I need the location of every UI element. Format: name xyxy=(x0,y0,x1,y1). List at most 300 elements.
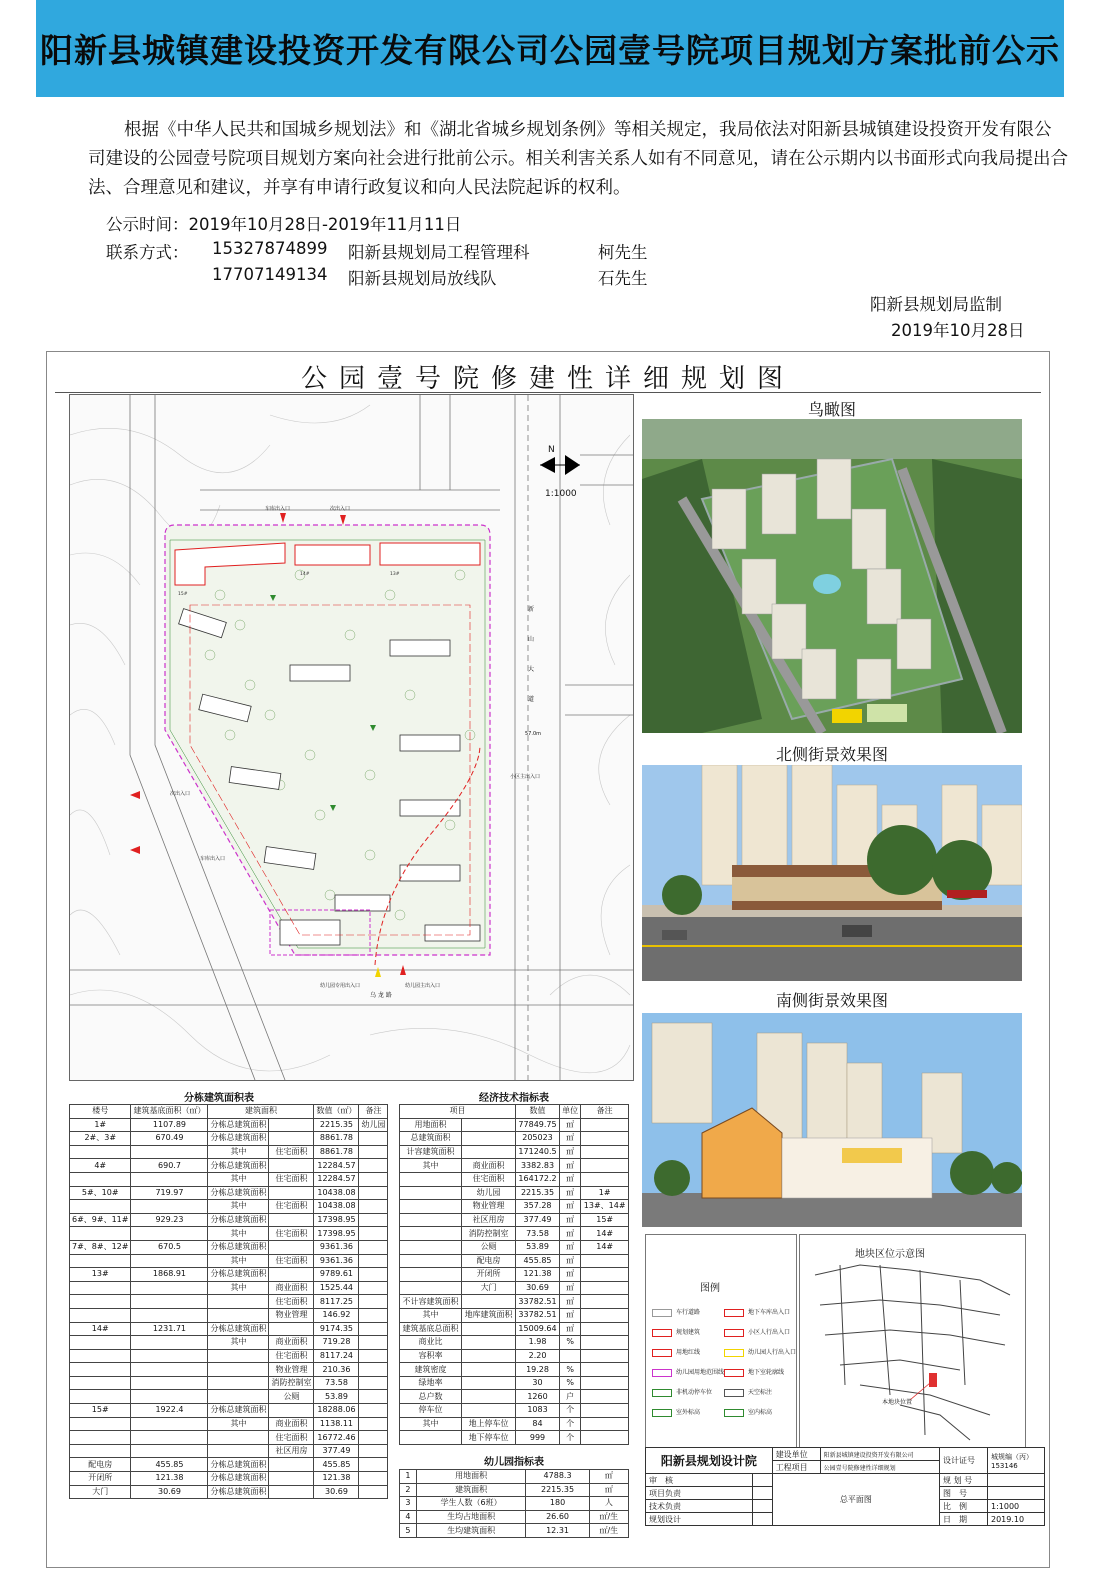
building-row-cell: 商业面积 xyxy=(269,1417,314,1431)
legend-swatch-icon xyxy=(652,1349,672,1357)
legend-swatch-icon xyxy=(652,1329,672,1337)
legend-swatch-icon xyxy=(652,1389,672,1397)
econ-row-cell: 开闭所 xyxy=(462,1268,516,1282)
legend-item xyxy=(652,1407,700,1417)
building-row-cell xyxy=(70,1145,131,1159)
north-street-rendering xyxy=(642,765,1022,981)
north-street-image xyxy=(642,765,1022,981)
econ-row-cell: 公厕 xyxy=(462,1240,516,1254)
econ-row-cell: 3382.83 xyxy=(516,1159,560,1173)
building-row-cell xyxy=(70,1444,131,1458)
label-kindergarten-special: 幼儿园专用出入口 xyxy=(320,983,361,989)
building-row-cell: 1868.91 xyxy=(131,1268,208,1282)
econ-row xyxy=(400,1227,629,1241)
building-row-cell: 其中 xyxy=(208,1336,269,1350)
building-row-cell xyxy=(131,1444,208,1458)
aerial-title: 鸟瞰图 xyxy=(807,400,856,419)
legend-item xyxy=(652,1307,700,1317)
econ-row-cell xyxy=(581,1417,629,1431)
building-row-cell: 1922.4 xyxy=(131,1404,208,1418)
legend-swatch-icon xyxy=(652,1369,672,1377)
econ-row-cell: 地下停车位 xyxy=(462,1431,516,1445)
econ-row xyxy=(400,1322,629,1336)
building-row-cell xyxy=(269,1268,314,1282)
econ-row-cell: ㎡ xyxy=(559,1227,580,1241)
econ-row-cell: ㎡ xyxy=(559,1295,580,1309)
econ-row-cell: 19.28 xyxy=(516,1363,560,1377)
econ-row-cell: ㎡ xyxy=(559,1200,580,1214)
econ-row-cell: 2215.35 xyxy=(516,1186,560,1200)
building-row-cell: 17398.95 xyxy=(314,1213,359,1227)
building-row-cell: 10438.08 xyxy=(314,1200,359,1214)
building-row-cell: 住宅面积 xyxy=(269,1431,314,1445)
building-row-cell xyxy=(70,1281,131,1295)
building-row-cell xyxy=(131,1200,208,1214)
south-street-rendering xyxy=(642,1013,1022,1227)
econ-row-cell: 总户数 xyxy=(400,1390,462,1404)
legend-label: 幼儿园人行出入口 xyxy=(748,1349,797,1356)
econ-row-cell: ㎡ xyxy=(559,1118,580,1132)
building-row-cell xyxy=(269,1159,314,1173)
kg-row-cell: 3 xyxy=(400,1497,417,1511)
label-road-width: 57.0m xyxy=(525,731,542,737)
aerial-image xyxy=(642,419,1022,733)
econ-col-2: 数值 xyxy=(516,1105,560,1119)
building-row-cell: 分栋总建筑面积 xyxy=(208,1404,269,1418)
econ-row xyxy=(400,1240,629,1254)
building-row-cell: 146.92 xyxy=(314,1308,359,1322)
econ-row xyxy=(400,1404,629,1418)
kg-row-cell: 生均占地面积 xyxy=(416,1510,526,1524)
building-row-cell xyxy=(208,1363,269,1377)
legend-swatch-icon xyxy=(724,1409,744,1417)
building-row-cell xyxy=(359,1200,388,1214)
tb-right-value-1 xyxy=(988,1487,1045,1500)
econ-row-cell xyxy=(400,1227,462,1241)
econ-row xyxy=(400,1145,629,1159)
building-row-cell xyxy=(70,1172,131,1186)
kg-row xyxy=(400,1497,629,1511)
econ-row-cell: ㎡ xyxy=(559,1308,580,1322)
building-row-cell: 17398.95 xyxy=(314,1227,359,1241)
building-row xyxy=(70,1417,388,1431)
building-row-cell: 455.85 xyxy=(131,1458,208,1472)
tb-right-label-1: 图 号 xyxy=(939,1487,987,1500)
building-row-cell: 121.38 xyxy=(131,1472,208,1486)
legend-swatch-icon xyxy=(724,1389,744,1397)
legend-label: 用地红线 xyxy=(676,1349,701,1356)
building-row-cell xyxy=(131,1431,208,1445)
building-row-cell xyxy=(359,1472,388,1486)
econ-row-cell: 15009.64 xyxy=(516,1322,560,1336)
econ-row xyxy=(400,1254,629,1268)
kg-row-cell: 26.60 xyxy=(526,1510,589,1524)
building-row-cell xyxy=(359,1227,388,1241)
kg-row xyxy=(400,1483,629,1497)
econ-row-cell: 地库建筑面积 xyxy=(462,1308,516,1322)
kg-row-cell: 4788.3 xyxy=(526,1470,589,1484)
tb-row-label-3: 规划设计 xyxy=(646,1513,753,1526)
econ-row xyxy=(400,1295,629,1309)
building-row xyxy=(70,1404,388,1418)
label-secondary-entry-west: 次出入口 xyxy=(170,791,191,797)
building-row-cell: 377.49 xyxy=(314,1444,359,1458)
building-row-cell xyxy=(70,1227,131,1241)
contact-phone-2: 17707149134 xyxy=(212,265,328,284)
building-row-cell: 8861.78 xyxy=(314,1132,359,1146)
tb-right-label-0: 规 划 号 xyxy=(939,1474,987,1487)
econ-row-cell: 住宅面积 xyxy=(462,1172,516,1186)
building-row-cell xyxy=(131,1172,208,1186)
building-area-table xyxy=(69,1104,388,1499)
building-col-3: 建筑面积 xyxy=(208,1105,314,1119)
building-row-cell xyxy=(359,1254,388,1268)
econ-row-cell: 13#、14# xyxy=(581,1200,629,1214)
building-row-cell: 9361.36 xyxy=(314,1254,359,1268)
econ-col-4: 备注 xyxy=(581,1105,629,1119)
building-row-cell: 其中 xyxy=(208,1200,269,1214)
building-row-cell: 分栋总建筑面积 xyxy=(208,1240,269,1254)
econ-row-cell: 其中 xyxy=(400,1308,462,1322)
legend-item xyxy=(724,1407,772,1417)
tb-construction-label: 建设单位 xyxy=(772,1448,820,1461)
econ-row-cell: 33782.51 xyxy=(516,1308,560,1322)
building-row-cell: 8117.24 xyxy=(314,1349,359,1363)
building-row-cell: 大门 xyxy=(70,1485,131,1499)
legend-label: 规划建筑 xyxy=(676,1329,701,1336)
building-row-cell: 9174.35 xyxy=(314,1322,359,1336)
building-row xyxy=(70,1281,388,1295)
tb-cert-label: 设计证号 xyxy=(939,1448,987,1474)
legend-item xyxy=(652,1387,712,1397)
building-row xyxy=(70,1444,388,1458)
econ-row xyxy=(400,1186,629,1200)
building-row-cell xyxy=(208,1295,269,1309)
building-row-cell: 商业面积 xyxy=(269,1281,314,1295)
building-row-cell: 30.69 xyxy=(314,1485,359,1499)
building-row xyxy=(70,1145,388,1159)
econ-row xyxy=(400,1431,629,1445)
tb-drawing-name: 总平面图 xyxy=(772,1474,939,1526)
building-row-cell: 4# xyxy=(70,1159,131,1173)
econ-row-cell xyxy=(581,1363,629,1377)
econ-row-cell xyxy=(462,1336,516,1350)
legend-item xyxy=(652,1347,700,1357)
legend-item xyxy=(724,1387,772,1397)
building-row-cell xyxy=(359,1268,388,1282)
building-row-cell xyxy=(131,1227,208,1241)
econ-row-cell xyxy=(581,1281,629,1295)
building-row-cell xyxy=(359,1145,388,1159)
kg-row-cell: 12.31 xyxy=(526,1524,589,1538)
legend-label: 非机动停车位 xyxy=(676,1389,713,1396)
contact-phone-1: 15327874899 xyxy=(212,239,328,258)
building-col-4: 数值（㎡） xyxy=(314,1105,359,1119)
legend-item xyxy=(724,1367,784,1377)
building-row-cell: 分栋总建筑面积 xyxy=(208,1213,269,1227)
building-row-cell: 分栋总建筑面积 xyxy=(208,1132,269,1146)
building-row-cell xyxy=(269,1132,314,1146)
building-row-cell xyxy=(359,1431,388,1445)
building-row-cell: 分栋总建筑面积 xyxy=(208,1322,269,1336)
building-row-cell xyxy=(359,1349,388,1363)
econ-row-cell: 商业比 xyxy=(400,1336,462,1350)
building-row-cell xyxy=(269,1404,314,1418)
building-row xyxy=(70,1322,388,1336)
building-row-cell: 住宅面积 xyxy=(269,1295,314,1309)
tb-project-label: 工程项目 xyxy=(772,1461,820,1474)
econ-row-cell: ㎡ xyxy=(559,1186,580,1200)
building-col-2: 建筑基底面积（㎡） xyxy=(131,1105,208,1119)
econ-row-cell xyxy=(581,1295,629,1309)
econ-row-cell: % xyxy=(559,1336,580,1350)
legend-label: 地下室轮廓线 xyxy=(748,1369,785,1376)
econ-row-cell xyxy=(462,1118,516,1132)
building-row-cell xyxy=(70,1308,131,1322)
econ-row-cell xyxy=(400,1240,462,1254)
econ-row-cell xyxy=(581,1159,629,1173)
building-row-cell xyxy=(359,1213,388,1227)
econ-row-cell: 个 xyxy=(559,1404,580,1418)
location-site-label: 本地块位置 xyxy=(882,1399,913,1406)
tb-row-label-1: 项目负责 xyxy=(646,1487,753,1500)
econ-row-cell: 地上停车位 xyxy=(462,1417,516,1431)
econ-row-cell: ㎡ xyxy=(559,1240,580,1254)
building-row-cell xyxy=(359,1172,388,1186)
building-row xyxy=(70,1227,388,1241)
legend-item xyxy=(724,1347,796,1357)
sheet-title: 公园壹号院修建性详细规划图 xyxy=(300,364,795,394)
legend-swatch-icon xyxy=(724,1349,744,1357)
building-row-cell xyxy=(359,1404,388,1418)
building-row-cell: 消防控制室 xyxy=(269,1376,314,1390)
econ-row-cell: ㎡ xyxy=(559,1172,580,1186)
tb-row-label-0: 审 核 xyxy=(646,1474,753,1487)
building-col-5: 备注 xyxy=(359,1105,388,1119)
building-row-cell xyxy=(131,1145,208,1159)
building-row-cell xyxy=(131,1308,208,1322)
building-row-cell xyxy=(359,1458,388,1472)
econ-row-cell xyxy=(581,1145,629,1159)
building-row-cell: 分栋总建筑面积 xyxy=(208,1118,269,1132)
building-row-cell: 18288.06 xyxy=(314,1404,359,1418)
building-row-cell xyxy=(359,1186,388,1200)
econ-row-cell: 1# xyxy=(581,1186,629,1200)
building-row-cell xyxy=(269,1322,314,1336)
building-row-cell xyxy=(70,1349,131,1363)
econ-row-cell: 164172.2 xyxy=(516,1172,560,1186)
econ-row-cell: ㎡ xyxy=(559,1159,580,1173)
building-row-cell: 7#、8#、12# xyxy=(70,1240,131,1254)
south-street-title: 南侧街景效果图 xyxy=(775,991,888,1010)
econ-row-cell: ㎡ xyxy=(559,1254,580,1268)
econ-row-cell: 377.49 xyxy=(516,1213,560,1227)
building-row xyxy=(70,1213,388,1227)
building-row-cell: 14# xyxy=(70,1322,131,1336)
econ-row-cell xyxy=(581,1172,629,1186)
page-title: 阳新县城镇建设投资开发有限公司公园壹号院项目规划方案批前公示 xyxy=(40,31,1060,70)
econ-row-cell xyxy=(581,1431,629,1445)
building-row-cell xyxy=(208,1444,269,1458)
tb-construction-unit: 阳新县城镇建设投资开发有限公司 xyxy=(820,1448,939,1461)
building-row-cell: 13# xyxy=(70,1268,131,1282)
building-row-cell xyxy=(359,1308,388,1322)
building-row-cell xyxy=(359,1390,388,1404)
econ-row-cell: 用地面积 xyxy=(400,1118,462,1132)
econ-row-cell xyxy=(581,1254,629,1268)
building-row-cell: 30.69 xyxy=(131,1485,208,1499)
econ-row-cell: 不计容建筑面积 xyxy=(400,1295,462,1309)
building-row-cell xyxy=(269,1186,314,1200)
building-row-cell: 物业管理 xyxy=(269,1308,314,1322)
building-row-cell xyxy=(359,1240,388,1254)
building-row-cell xyxy=(359,1363,388,1377)
building-row-cell: 15# xyxy=(70,1404,131,1418)
building-row xyxy=(70,1472,388,1486)
building-row-cell: 物业管理 xyxy=(269,1363,314,1377)
building-row-cell: 12284.57 xyxy=(314,1159,359,1173)
building-row-cell: 2215.35 xyxy=(314,1118,359,1132)
econ-row-cell: 121.38 xyxy=(516,1268,560,1282)
building-row-cell: 其中 xyxy=(208,1417,269,1431)
building-row-cell xyxy=(269,1118,314,1132)
econ-row-cell xyxy=(462,1295,516,1309)
econ-row-cell: 14# xyxy=(581,1227,629,1241)
building-row-cell xyxy=(131,1295,208,1309)
econ-row-cell: 建筑密度 xyxy=(400,1363,462,1377)
kg-row-cell: 人 xyxy=(589,1497,628,1511)
building-row-cell xyxy=(359,1417,388,1431)
kg-row-cell: ㎡ xyxy=(589,1470,628,1484)
building-row-cell: 8861.78 xyxy=(314,1145,359,1159)
building-row-cell xyxy=(269,1485,314,1499)
kg-row-cell: 建筑面积 xyxy=(416,1483,526,1497)
building-row-cell: 商业面积 xyxy=(269,1336,314,1350)
econ-row-cell: 其中 xyxy=(400,1417,462,1431)
label-kindergarten-entry: 幼儿园主出入口 xyxy=(405,983,441,989)
building-row-cell xyxy=(208,1390,269,1404)
legend-label: 地下车库出入口 xyxy=(748,1309,791,1316)
econ-row-cell: 1260 xyxy=(516,1390,560,1404)
building-row-cell xyxy=(131,1254,208,1268)
econ-row-cell xyxy=(400,1268,462,1282)
location-map-panel xyxy=(799,1234,1026,1448)
building-row xyxy=(70,1390,388,1404)
econ-row-cell: 1083 xyxy=(516,1404,560,1418)
building-row xyxy=(70,1186,388,1200)
building-row-cell xyxy=(131,1349,208,1363)
building-row-cell xyxy=(359,1295,388,1309)
econ-row-cell xyxy=(462,1349,516,1363)
legend-title: 图例 xyxy=(700,1283,720,1294)
building-row-cell xyxy=(208,1376,269,1390)
econ-row-cell xyxy=(581,1308,629,1322)
building-row xyxy=(70,1485,388,1499)
econ-row-cell: 53.89 xyxy=(516,1240,560,1254)
building-row xyxy=(70,1349,388,1363)
site-plan xyxy=(69,394,634,1081)
building-row-cell xyxy=(359,1322,388,1336)
building-row-cell: 住宅面积 xyxy=(269,1172,314,1186)
building-row-cell xyxy=(70,1417,131,1431)
econ-table-title: 经济技术指标表 xyxy=(479,1093,549,1104)
econ-row xyxy=(400,1132,629,1146)
econ-row-cell: % xyxy=(559,1376,580,1390)
building-row-cell: 1525.44 xyxy=(314,1281,359,1295)
north-label: N xyxy=(548,445,555,455)
econ-row-cell: 77849.75 xyxy=(516,1118,560,1132)
tb-right-label-2: 比 例 xyxy=(939,1500,987,1513)
econ-row-cell xyxy=(400,1172,462,1186)
econ-row-cell: 其中 xyxy=(400,1159,462,1173)
building-row-cell: 719.28 xyxy=(314,1336,359,1350)
econ-row-cell xyxy=(581,1322,629,1336)
building-row-cell: 住宅面积 xyxy=(269,1254,314,1268)
kg-table-title: 幼儿园指标表 xyxy=(484,1457,544,1468)
legend-item xyxy=(652,1367,724,1377)
building-row xyxy=(70,1431,388,1445)
building-row-cell: 670.5 xyxy=(131,1240,208,1254)
econ-row xyxy=(400,1363,629,1377)
econ-row xyxy=(400,1349,629,1363)
tb-cert: 城规编（丙）153146 xyxy=(988,1448,1045,1474)
building-row xyxy=(70,1240,388,1254)
econ-row-cell xyxy=(462,1404,516,1418)
contact-person-2: 石先生 xyxy=(598,269,648,288)
south-street-image xyxy=(642,1013,1022,1227)
econ-row-cell: 999 xyxy=(516,1431,560,1445)
label-secondary-entry: 次出入口 xyxy=(330,506,351,512)
building-row-cell xyxy=(70,1336,131,1350)
econ-row xyxy=(400,1376,629,1390)
econ-row xyxy=(400,1172,629,1186)
building-row-cell: 719.97 xyxy=(131,1186,208,1200)
econ-row xyxy=(400,1118,629,1132)
building-row-cell: 开闭所 xyxy=(70,1472,131,1486)
econ-col-1: 项目 xyxy=(400,1105,516,1119)
building-row-cell: 住宅面积 xyxy=(269,1349,314,1363)
econ-row-cell: 户 xyxy=(559,1390,580,1404)
building-row-cell xyxy=(131,1336,208,1350)
econ-row-cell: 大门 xyxy=(462,1281,516,1295)
building-row-cell xyxy=(70,1363,131,1377)
building-row-cell xyxy=(131,1281,208,1295)
contact-label: 联系方式： xyxy=(106,243,189,262)
building-row-cell: 12284.57 xyxy=(314,1172,359,1186)
location-map-drawing xyxy=(800,1235,1025,1447)
building-row-cell xyxy=(131,1417,208,1431)
legend-label: 车行道路 xyxy=(676,1309,701,1316)
econ-row-cell xyxy=(400,1254,462,1268)
legend-swatch-icon xyxy=(724,1369,744,1377)
econ-row-cell xyxy=(400,1281,462,1295)
building-row-cell xyxy=(359,1281,388,1295)
building-row-cell xyxy=(208,1349,269,1363)
econ-row-cell xyxy=(581,1376,629,1390)
kg-row-cell: 2215.35 xyxy=(526,1483,589,1497)
building-row-cell xyxy=(70,1431,131,1445)
econ-row xyxy=(400,1390,629,1404)
legend-item xyxy=(724,1307,790,1317)
econ-row-cell: 73.58 xyxy=(516,1227,560,1241)
kg-row-cell: 2 xyxy=(400,1483,417,1497)
econ-row-cell xyxy=(581,1404,629,1418)
building-row xyxy=(70,1200,388,1214)
econ-table-header xyxy=(400,1105,629,1119)
notice-signature: 阳新县规划局监制 xyxy=(870,295,1002,314)
building-row xyxy=(70,1159,388,1173)
building-row-cell xyxy=(131,1376,208,1390)
